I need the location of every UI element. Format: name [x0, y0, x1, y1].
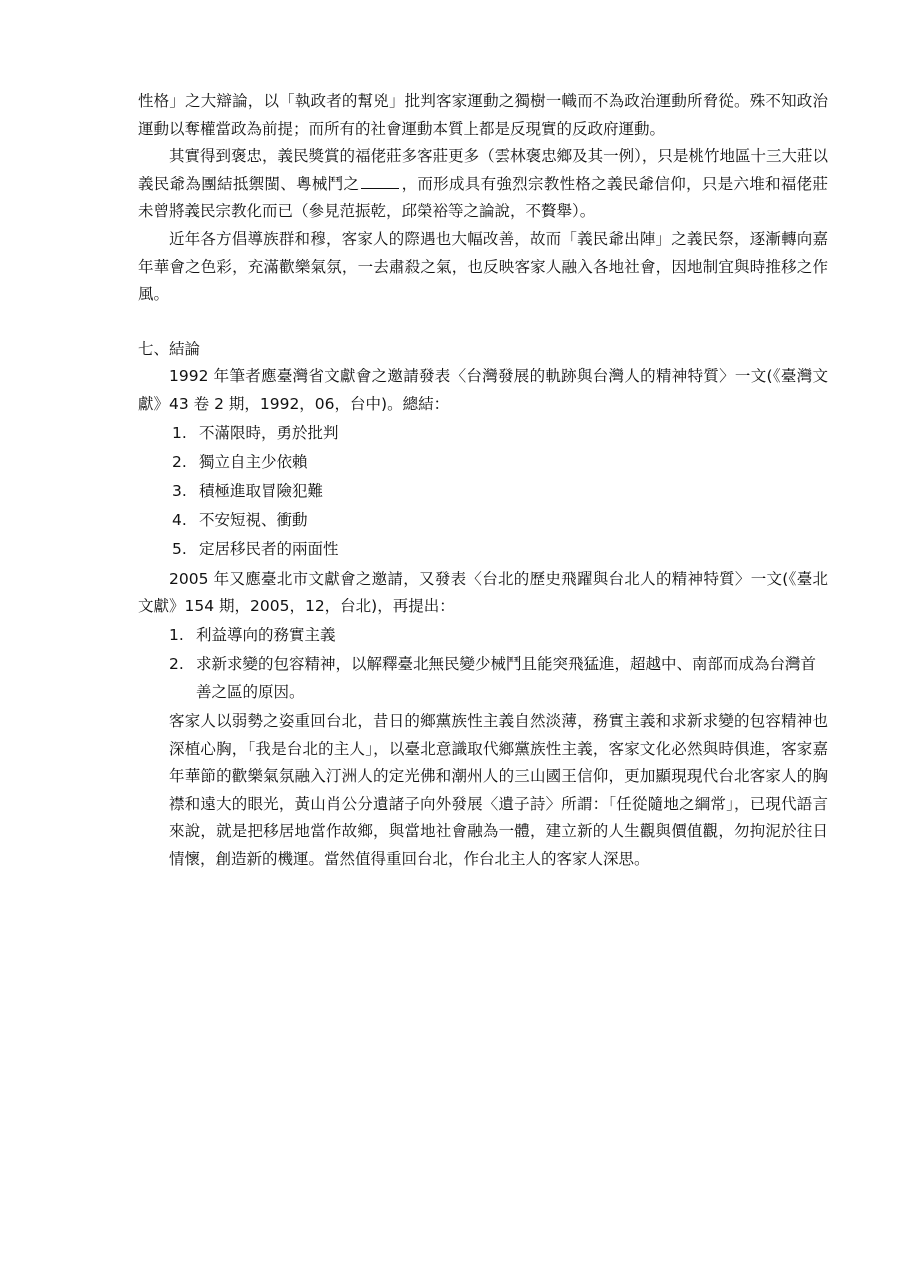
list-number: 3. [172, 482, 187, 501]
paragraph-text-part1: 其實得到褒忠，義民獎賞的福佬莊多客莊更多（雲林褒忠鄉及其一例），只是桃竹地區十三大莊以義民爺為團結抵禦閩、粵械鬥之 [138, 147, 828, 193]
list-item [172, 536, 828, 564]
summary-list-1992 [172, 420, 828, 564]
paragraph-2005-intro: 2005 年又應臺北市文獻會之邀請，又發表〈台北的歷史飛躍與台北人的精神特質〉一文(《臺北文獻》154 期，2005，12，台北)，再提出： [138, 569, 828, 616]
document-body [138, 88, 828, 874]
underline-blank [361, 174, 399, 189]
list-text: 利益導向的務實主義 [196, 626, 336, 645]
paragraph-closing: 客家人以弱勢之姿重回台北，昔日的鄉黨族性主義自然淡薄，務實主義和求新求變的包容精神也深植心胸，「我是台北的主人」，以臺北意識取代鄉黨族性主義，客家文化必然與時俱進，客家嘉年華節的歡樂氣氛融入汀洲人的定光佛和潮州人的三山國王信仰，更加顯現現代台北客家人的胸襟和遠大的眼光，黃山肖公分遺諸子向外發展〈遺子詩〉所謂：「任從隨地之綱常」，已現代語言來說，就是把移居地當作故鄉，與當地社會融為一體，建立新的人生觀與價值觀，勿拘泥於往日情懷，創造新的機運。當然值得重回台北，作台北主人的客家人深思。 [169, 711, 828, 868]
summary-list-2005 [169, 622, 828, 706]
list-item [172, 478, 828, 506]
list-text: 不安短視、衝動 [199, 511, 308, 530]
list-number: 1. [172, 424, 187, 443]
list-number: 4. [172, 511, 187, 530]
list-text: 不滿限時，勇於批判 [199, 424, 339, 443]
list-number: 2. [172, 453, 187, 472]
list-text: 積極進取冒險犯難 [199, 482, 324, 501]
list-item [169, 622, 828, 650]
list-item [169, 651, 828, 706]
list-number: 5. [172, 540, 187, 559]
section-heading: 七、結論 [138, 339, 201, 358]
paragraph-continued: 性格」之大辯論，以「執政者的幫兇」批判客家運動之獨樹一幟而不為政治運動所脅從。殊不知政治運動以奪權當政為前提；而所有的社會運動本質上都是反現實的反政府運動。 [138, 92, 828, 138]
list-number: 2. [169, 655, 184, 674]
paragraph-text-part2: ，而形成具有強烈宗教性格之義民爺信仰，只是六堆和福佬莊未曾將義民宗教化而已（參見范振乾，邱榮裕等之論說，不贅舉）。 [138, 174, 828, 221]
paragraph-1992-intro: 1992 年筆者應臺灣省文獻會之邀請發表〈台灣發展的軌跡與台灣人的精神特質〉一文(《臺灣文獻》43 卷 2 期，1992，06，台中)。總結： [138, 367, 828, 413]
list-item [172, 507, 828, 535]
list-number: 1. [169, 626, 184, 645]
list-item [172, 420, 828, 448]
list-text: 定居移民者的兩面性 [199, 540, 339, 559]
paragraph-recent-years: 近年各方倡導族群和穆，客家人的際遇也大幅改善，故而「義民爺出陣」之義民祭，逐漸轉向嘉年華會之色彩，充滿歡樂氣氛，一去肅殺之氣，也反映客家人融入各地社會，因地制宜與時推移之作風。 [138, 229, 828, 304]
list-item [172, 449, 828, 477]
list-text: 求新求變的包容精神，以解釋臺北無民變少械鬥且能突飛猛進，超越中、南部而成為台灣首善之區的原因。 [196, 655, 817, 701]
list-text: 獨立自主少依賴 [199, 453, 308, 472]
paragraph-yimin-reward [138, 143, 828, 226]
